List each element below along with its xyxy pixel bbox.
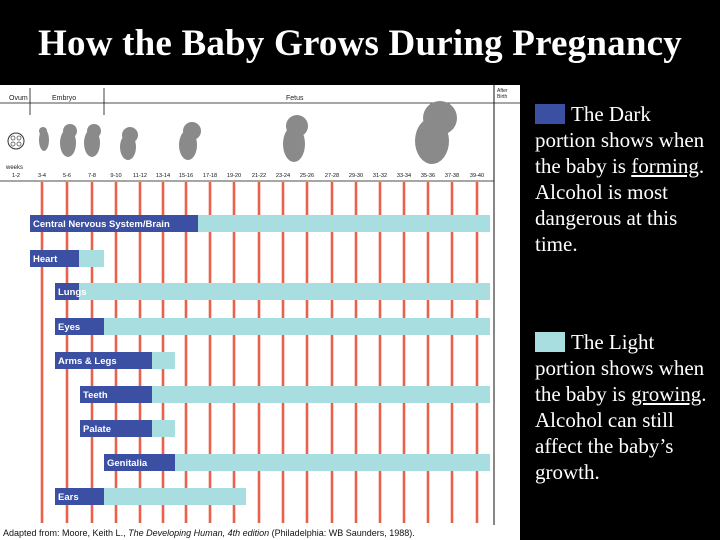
legend-light-keyword: growing — [631, 382, 702, 406]
body-system-label: Lungs — [58, 287, 87, 298]
source-citation-suffix: (Philadelphia: WB Saunders, 1988). — [269, 528, 415, 538]
legend-light — [535, 329, 715, 485]
stage-label-ovum: Ovum — [9, 95, 28, 102]
week-label: 1-2 — [11, 173, 21, 179]
legend-light-text-before: The Light portion shows when the baby is — [535, 330, 705, 406]
embryo-illustration-1 — [39, 127, 49, 151]
week-label: 39-40 — [469, 173, 485, 179]
stage-label-embryo: Embryo — [52, 95, 77, 102]
week-label: 9-10 — [110, 173, 122, 179]
week-label: 21-22 — [251, 173, 267, 179]
light-bar-growing — [175, 454, 490, 471]
legend-dark-swatch — [535, 104, 565, 124]
body-system-label: Teeth — [83, 390, 108, 401]
development-chart-svg — [0, 85, 520, 540]
fetus-illustration-3 — [283, 115, 308, 162]
week-label: 7-8 — [87, 173, 97, 179]
body-system-label: Palate — [83, 424, 111, 435]
fetus-illustration-2 — [179, 122, 201, 160]
body-system-label: Heart — [33, 254, 58, 265]
week-label: 35-36 — [420, 173, 436, 179]
week-label: 27-28 — [324, 173, 340, 179]
stage-label-fetus: Fetus — [286, 95, 304, 102]
light-bar-growing — [104, 488, 246, 505]
legend-dark-text-after: . Alcohol is most dangerous at this time. — [535, 154, 705, 256]
week-label: 3-4 — [37, 173, 47, 179]
body-system-label: Ears — [58, 492, 79, 503]
week-label: 25-26 — [299, 173, 315, 179]
development-chart — [0, 85, 520, 540]
ovum-illustration — [8, 133, 24, 149]
source-citation-prefix: Adapted from: Moore, Keith L., — [3, 528, 129, 538]
week-label: 11-12 — [133, 173, 147, 179]
body-system-label: Central Nervous System/Brain — [33, 219, 170, 230]
light-bar-growing — [152, 420, 175, 437]
light-bar-growing — [79, 283, 490, 300]
week-label: 15-16 — [178, 173, 194, 179]
fetus-illustration-4 — [415, 101, 457, 164]
body-system-label: Genitalia — [107, 458, 148, 469]
week-label: 33-34 — [396, 173, 412, 179]
legend-light-swatch — [535, 332, 565, 352]
week-label: 17-18 — [202, 173, 218, 179]
light-bar-growing — [152, 352, 175, 369]
legend-dark-keyword: forming — [631, 154, 699, 178]
legend-dark-text-before: The Dark portion shows when the baby is — [535, 102, 705, 178]
legend-dark — [535, 101, 715, 257]
weeks-label: weeks — [6, 165, 24, 171]
source-citation — [3, 528, 415, 538]
week-label: 31-32 — [372, 173, 388, 179]
week-label: 19-20 — [226, 173, 242, 179]
week-label: 29-30 — [348, 173, 364, 179]
legend-light-text-after: . Alcohol can still affect the baby’s growth. — [535, 382, 707, 484]
light-bar-growing — [79, 250, 104, 267]
week-label: 37-38 — [444, 173, 460, 179]
light-bar-growing — [198, 215, 490, 232]
body-system-label: Arms & Legs — [58, 356, 117, 367]
embryo-illustration-2 — [60, 124, 77, 157]
fetus-illustration-1 — [120, 127, 138, 160]
light-bar-growing — [152, 386, 490, 403]
source-citation-book: The Developing Human, 4th edition — [128, 528, 270, 538]
stage-label-after-birth: After Birth — [497, 88, 508, 100]
week-label: 13-14 — [155, 173, 171, 179]
body-system-label: Eyes — [58, 322, 81, 333]
light-bar-growing — [104, 318, 490, 335]
page-title: How the Baby Grows During Pregnancy — [38, 23, 682, 64]
week-label: 23-24 — [275, 173, 291, 179]
embryo-illustration-3 — [84, 124, 101, 157]
week-label: 5-6 — [62, 173, 72, 179]
